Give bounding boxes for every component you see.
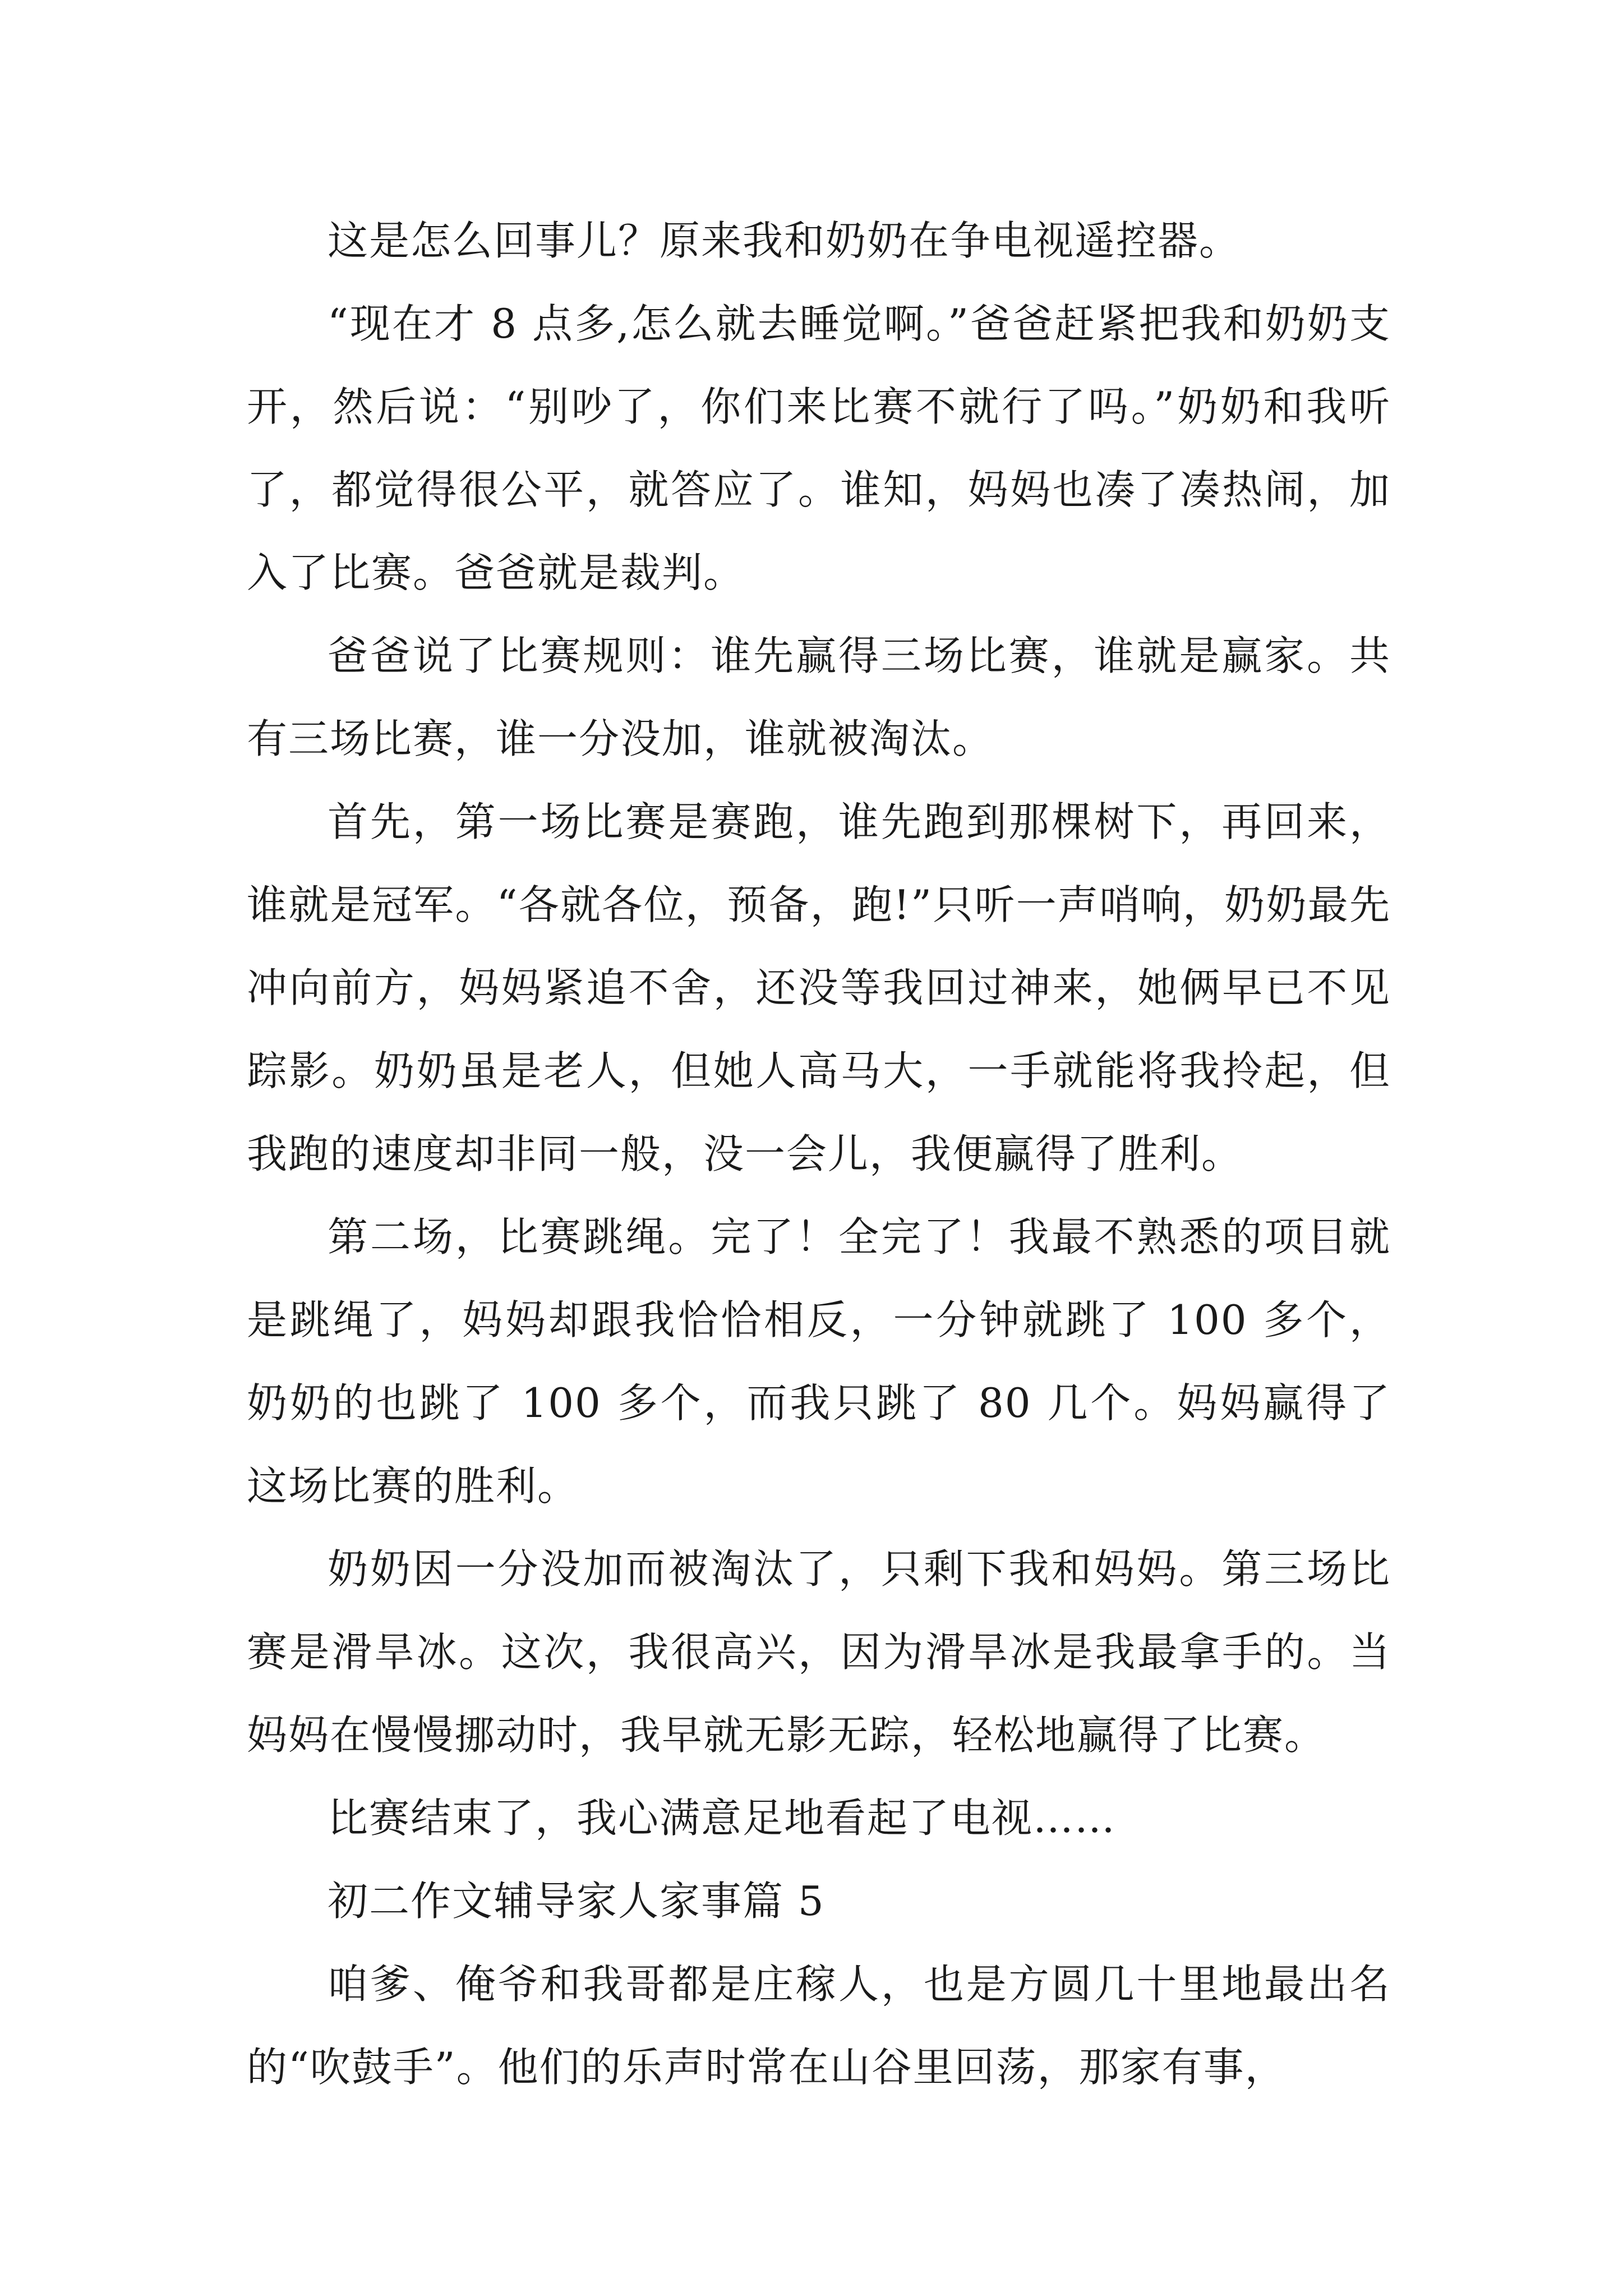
document-body: [247, 199, 1391, 2109]
paragraph: 第二场，比赛跳绳。完了！全完了！我最不熟悉的项目就是跳绳了，妈妈却跟我恰恰相反，一分钟就跳了 100 多个，奶奶的也跳了 100 多个，而我只跳了 80 几个。妈妈赢得了这场比赛的胜利。: [247, 1213, 1391, 1510]
paragraph: 这是怎么回事儿？原来我和奶奶在争电视遥控器。: [328, 217, 1241, 264]
paragraph: 首先，第一场比赛是赛跑，谁先跑到那棵树下，再回来，谁就是冠军。“各就各位，预备，跑!”只听一声哨响，奶奶最先冲向前方，妈妈紧追不舍，还没等我回过神来，她俩早已不见踪影。奶奶虽是老人，但她人高马大，一手就能将我拎起，但我跑的速度却非同一般，没一会儿，我便赢得了胜利。: [247, 798, 1391, 1177]
paragraph: 比赛结束了，我心满意足地看起了电视……: [328, 1795, 1117, 1842]
paragraph: 爸爸说了比赛规则：谁先赢得三场比赛，谁就是赢家。共有三场比赛，谁一分没加，谁就被淘汰。: [247, 632, 1391, 762]
paragraph: “现在才 8 点多,怎么就去睡觉啊。”爸爸赶紧把我和奶奶支开，然后说：“别吵了，你们来比赛不就行了吗。”奶奶和我听了，都觉得很公平，就答应了。谁知，妈妈也凑了凑热闹，加入了比赛。爸爸就是裁判。: [247, 300, 1391, 596]
paragraph: 奶奶因一分没加而被淘汰了，只剩下我和妈妈。第三场比赛是滑旱冰。这次，我很高兴，因为滑旱冰是我最拿手的。当妈妈在慢慢挪动时，我早就无影无踪，轻松地赢得了比赛。: [247, 1545, 1391, 1759]
section-heading: 初二作文辅导家人家事篇 5: [328, 1878, 825, 1925]
paragraph: 咱爹、俺爷和我哥都是庄稼人，也是方圆几十里地最出名的“吹鼓手”。他们的乐声时常在山谷里回荡，那家有事，: [247, 1961, 1391, 2091]
